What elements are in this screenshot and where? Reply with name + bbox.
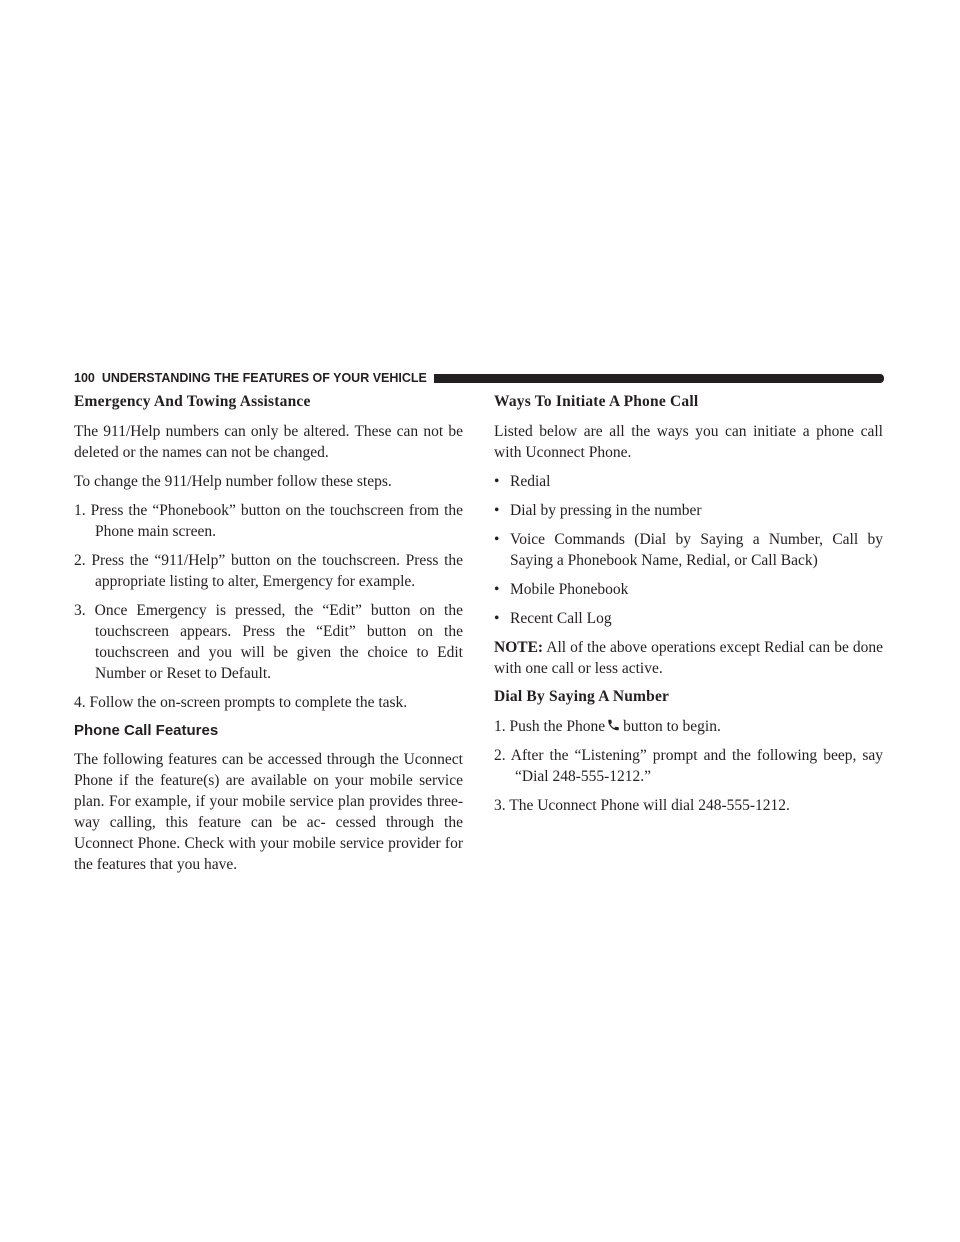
list-item: 1. Push the Phone button to begin. bbox=[494, 718, 721, 735]
section-title: UNDERSTANDING THE FEATURES OF YOUR VEHICLE bbox=[101, 371, 427, 385]
heading-emergency-towing: Emergency And Towing Assistance bbox=[74, 393, 311, 410]
list-item: 4. Follow the on-screen prompts to complete the task. bbox=[74, 694, 408, 711]
list-item: 1. Press the “Phonebook” button on the touchscreen from the Phone main screen. bbox=[74, 502, 464, 540]
list-item: • Redial bbox=[494, 473, 551, 490]
page-header bbox=[74, 370, 884, 386]
list-item: • Voice Commands (Dial by Saying a Number, Call by Saying a Phonebook Name, Redial, or Call Back) bbox=[494, 531, 883, 569]
list-item: • Mobile Phonebook bbox=[494, 581, 629, 598]
list-item: 2. Press the “911/Help” button on the touchscreen. Press the appropriate listing to alter, Emergency for example. bbox=[74, 552, 464, 590]
heading-dial-by-saying: Dial By Saying A Number bbox=[494, 688, 670, 705]
paragraph-ways-intro: Listed below are all the ways you can initiate a phone call with Uconnect Phone. bbox=[494, 423, 883, 461]
note-paragraph: NOTE: All of the above operations except Redial can be done with one call or less active. bbox=[494, 639, 883, 677]
left-column bbox=[74, 392, 463, 883]
paragraph-phone-features: The following features can be accessed through the Uconnect Phone if the feature(s) are available on your mobile service plan. For example, if your mobile service plan provides three-way calling, this feature can be ac- cessed through the Uconnect Phone. Check with your mobile service provider for the features that you have. bbox=[74, 751, 463, 873]
paragraph-change-steps: To change the 911/Help number follow these steps. bbox=[74, 473, 392, 490]
list-item: 2. After the “Listening” prompt and the following beep, say “Dial 248-555-1212.” bbox=[494, 747, 884, 785]
list-item: 3. Once Emergency is pressed, the “Edit” button on the touchscreen appears. Press the “Edit” button on the touchscreen and you will be given the choice to Edit Number or Reset to Default. bbox=[74, 602, 463, 682]
page-number: 100 bbox=[74, 371, 95, 385]
heading-phone-call-features: Phone Call Features bbox=[74, 722, 219, 739]
right-column bbox=[494, 392, 883, 824]
phone-handset-icon bbox=[606, 718, 621, 732]
list-item: • Dial by pressing in the number bbox=[494, 502, 702, 519]
list-item: 3. The Uconnect Phone will dial 248-555-1212. bbox=[494, 797, 790, 814]
note-label: NOTE: bbox=[494, 639, 544, 656]
header-rule bbox=[434, 374, 884, 383]
paragraph-help-numbers: The 911/Help numbers can only be altered. These can not be deleted or the names can not be changed. bbox=[74, 423, 463, 461]
heading-ways-to-initiate: Ways To Initiate A Phone Call bbox=[494, 393, 699, 410]
list-item: • Recent Call Log bbox=[494, 610, 612, 627]
